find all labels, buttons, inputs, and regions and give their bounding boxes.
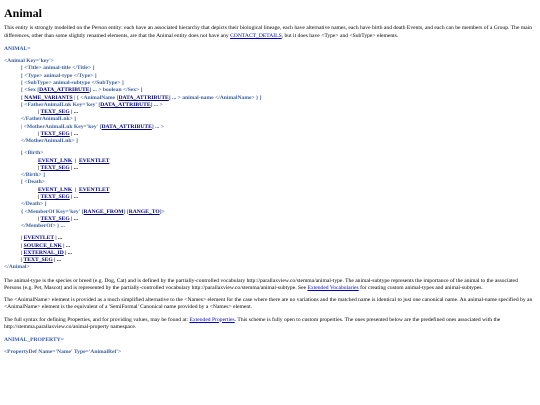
code-line: | <MotherAnimalLnk Key='key' [DATA_ATTRIBUTE] ... > <box>21 123 164 130</box>
intro-paragraph <box>4 25 536 40</box>
code-line: | SOURCE_LNK | ... <box>21 242 71 249</box>
eventlet-link[interactable]: EVENTLET <box>79 186 110 193</box>
code-line: [ NAME_VARIANTS | { <AnimalName [DATA_ATTRIBUTE] ... > animal-name </AnimalName> } ] <box>21 94 262 101</box>
animal-name-paragraph: The <AnimalName> element is provided as a much simplified alternative to the <Names> element for the case where there are no variations and the matched name is identical to just one canonical name. An animal-name specified by an <AnimalName> element is the equivalent of a 'SemiFormal' Canonical name provided by a <Names> element. <box>4 297 533 311</box>
code-line: </Birth> ] <box>21 172 45 179</box>
text-seg-link[interactable]: TEXT_SEG <box>40 164 70 171</box>
code-line: </FatherAnimalLnk> ] <box>21 116 77 123</box>
code-line: | TEXT_SEG | ... <box>38 164 78 171</box>
range-from-link[interactable]: RANGE_FROM <box>83 208 124 215</box>
animal-syntax-block <box>4 58 536 271</box>
code-line: EVENT_LNK | EVENTLET <box>38 186 110 193</box>
code-line: [ <SubType> animal-subtype </SubType> ] <box>21 79 124 86</box>
contact-details-link[interactable]: CONTACT_DETAILS <box>230 32 282 39</box>
section-heading-animal-property: ANIMAL_PROPERTY= <box>4 337 64 344</box>
code-line: [ <Birth> <box>21 150 44 157</box>
code-line: </MotherAnimalLnk> ] <box>21 138 78 145</box>
code-line: { <MemberOf Key='key' [RANGE_FROM] [RANGE_TO]> <box>21 208 165 215</box>
intro-text: This entity is strongly modelled on the Person entity: each have an associated hierarchy that depicts their biological lineage, each have alternative names, each have birth and death Events, and each can be members of a Group. The main differences, other than some slightly renamed elements, are that the Animal entity does not have any <box>4 25 533 39</box>
code-line: | TEXT_SEG | ... <box>38 109 78 116</box>
page-title: Animal <box>4 6 43 20</box>
data-attribute-link[interactable]: DATA_ATTRIBUTE <box>39 87 90 94</box>
code-line: | TEXT_SEG | ... <box>38 130 78 137</box>
name-variants-link[interactable]: NAME_VARIANTS <box>24 94 73 101</box>
text-seg-link[interactable]: TEXT_SEG <box>40 130 70 137</box>
data-attribute-link[interactable]: DATA_ATTRIBUTE <box>118 94 169 101</box>
data-attribute-link[interactable]: DATA_ATTRIBUTE <box>101 123 152 130</box>
event-lnk-link[interactable]: EVENT_LNK <box>38 186 73 193</box>
text-seg-link[interactable]: TEXT_SEG <box>40 193 70 200</box>
extended-vocabularies-link[interactable]: Extended Vocabularies <box>307 284 359 291</box>
code-line: </MemberOf> } ... <box>21 223 65 230</box>
code-line: EVENT_LNK | EVENTLET <box>38 157 110 164</box>
code-line: | TEXT_SEG | ... <box>38 193 78 200</box>
code-line: </Death> ] <box>21 201 47 208</box>
property-def-line: <PropertyDef Name='Name' Type='AnimalRef'> <box>4 349 122 356</box>
text-seg-link[interactable]: TEXT_SEG <box>40 109 70 116</box>
eventlet-link[interactable]: EVENTLET <box>23 235 55 242</box>
intro-text-end: , but it does have <Type> and <SubType> elements. <box>281 32 399 39</box>
code-line: | TEXT_SEG | ... <box>21 257 61 264</box>
animal-type-paragraph: The animal-type is the species or breed (e.g. Dog, Cat) and is defined by the partially-controlled vocabulary http://parallaxview.co/stemma/animal-type. The animal-subtype represents the importance of the animal to the associated Persons (e.g. Pet, Mascot) and is represented by the partially-controlled vocabulary http://parallaxview.co/stemma/animal-subtype. See Extended Vocabularies for creating custom animal-types and animal-subtypes. <box>4 277 518 291</box>
text-seg-link[interactable]: TEXT_SEG <box>40 215 70 222</box>
code-line: </Animal> <box>4 264 30 271</box>
code-line: | TEXT_SEG | ... <box>38 215 78 222</box>
range-to-link[interactable]: RANGE_TO <box>128 208 160 215</box>
code-line: [ <Sex [DATA_ATTRIBUTE] ... > boolean </Sex> ] <box>21 87 143 94</box>
code-line: [ <Title> animal-title </Title> ] <box>21 65 95 72</box>
eventlet-link[interactable]: EVENTLET <box>79 157 110 164</box>
source-lnk-link[interactable]: SOURCE_LNK <box>23 242 62 249</box>
properties-paragraph: The full syntax for defining Properties, and for providing values, may be found at: Extended Properties. This scheme is fully open to custom properties. The ones presented below are the predefined ones associated with the http://stemma.parallaxview.co/animal-property namespace. <box>4 316 501 330</box>
code-line: [ <FatherAnimalLnk Key='key' [DATA_ATTRIBUTE] ... > <box>21 101 163 108</box>
event-lnk-link[interactable]: EVENT_LNK <box>38 157 73 164</box>
code-line: <Animal Key='key'> <box>4 58 54 65</box>
code-line: [ <Type> animal-type </Type> ] <box>21 72 97 79</box>
data-attribute-link[interactable]: DATA_ATTRIBUTE <box>100 101 151 108</box>
extended-properties-link[interactable]: Extended Properties <box>189 316 235 323</box>
code-line: | EXTERNAL_ID | ... <box>21 249 72 256</box>
code-line: | EVENTLET | ... <box>21 235 63 242</box>
section-heading-animal: ANIMAL= <box>4 45 31 52</box>
external-id-link[interactable]: EXTERNAL_ID <box>23 249 64 256</box>
text-seg-link[interactable]: TEXT_SEG <box>23 257 53 264</box>
code-line: [ <Death> <box>21 179 45 186</box>
